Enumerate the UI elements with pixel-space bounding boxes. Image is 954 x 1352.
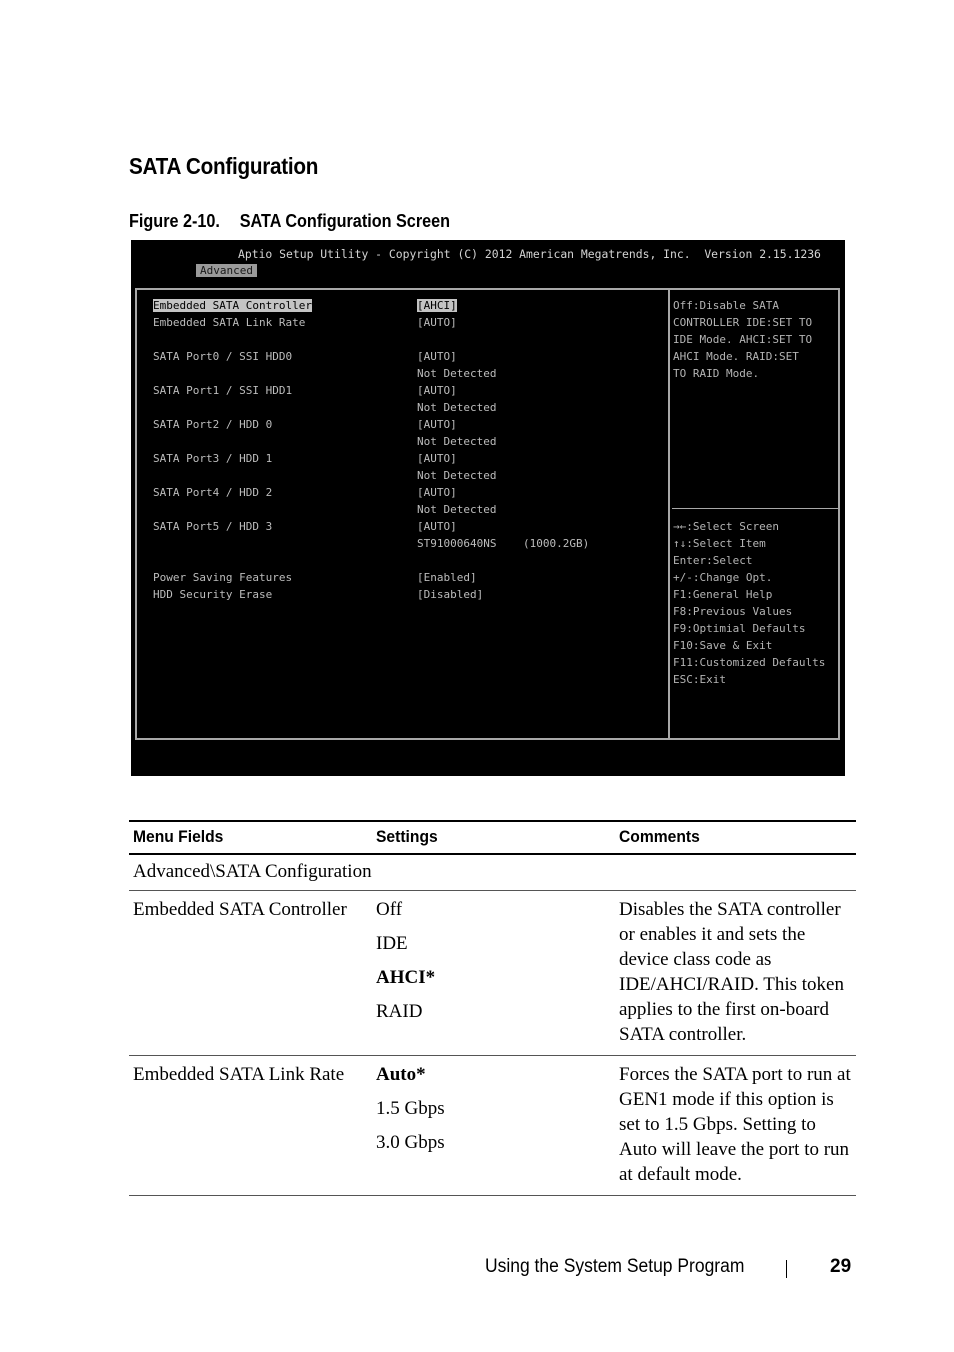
settings-cell [372,891,615,1056]
table-row [129,891,856,1056]
table-row [129,1056,856,1196]
bios-help-line: IDE Mode. AHCI:SET TO [673,333,813,346]
header-comments: Comments [615,821,856,854]
bios-key-help: F11:Customized Defaults [673,656,826,669]
comment-cell: Disables the SATA controller or enables it and sets the device class code as IDE/AHCI/RAID. This token applies to the first on-board SATA controller. [615,891,856,1056]
bios-row-value[interactable]: [Disabled] [417,588,484,601]
bios-key-help: +/-:Change Opt. [673,571,773,584]
setting-option: 1.5 Gbps [376,1098,445,1119]
bios-key-help: F10:Save & Exit [673,639,773,652]
table-section-row [129,854,856,891]
footer-chapter-title: Using the System Setup Program [485,1256,745,1277]
figure-caption [129,211,450,232]
setting-option: 3.0 Gbps [376,1132,445,1153]
bios-help-line: Off:Disable SATA [673,299,779,312]
bios-row-value[interactable]: [AUTO] [417,316,457,329]
bios-row-value[interactable]: [AUTO] [417,520,457,533]
table-header-row [129,821,856,854]
bios-key-help: F9:Optimial Defaults [673,622,806,635]
bios-row-label[interactable]: HDD Security Erase [153,588,273,601]
bios-row-label[interactable]: Embedded SATA Link Rate [153,316,306,329]
header-menu-fields: Menu Fields [129,821,372,854]
bios-row-value[interactable]: [Enabled] [417,571,477,584]
figure-title: SATA Configuration Screen [239,211,451,231]
bios-help-divider [672,508,839,509]
bios-row-label[interactable]: SATA Port3 / HDD 1 [153,452,273,465]
bios-row-sub: Not Detected [417,435,497,448]
bios-row-label[interactable]: Power Saving Features [153,571,293,584]
bios-header: Aptio Setup Utility - Copyright (C) 2012 American Megatrends, Inc. Version 2.15.1236 [238,247,821,261]
bios-row-label[interactable]: SATA Port5 / HDD 3 [153,520,273,533]
comment-cell: Forces the SATA port to run at GEN1 mode if this option is set to 1.5 Gbps. Setting to Auto will leave the port to run at default mode. [615,1056,856,1196]
setting-option: RAID [376,1001,423,1022]
bios-key-help: F1:General Help [673,588,773,601]
footer-separator [786,1260,787,1278]
bios-row-sub: Not Detected [417,367,497,380]
bios-help-line: CONTROLLER IDE:SET TO [673,316,813,329]
field-name: Embedded SATA Link Rate [129,1056,372,1196]
bios-row-value[interactable]: [AUTO] [417,452,457,465]
bios-key-help: ↑↓:Select Item [673,537,766,550]
bios-divider [668,288,670,740]
settings-cell [372,1056,615,1196]
bios-row-value[interactable]: [AUTO] [417,418,457,431]
field-name: Embedded SATA Controller [129,891,372,1056]
bios-row-value[interactable]: [AUTO] [417,486,457,499]
bios-help-line: TO RAID Mode. [673,367,760,380]
bios-row-label[interactable]: SATA Port4 / HDD 2 [153,486,273,499]
section-row-label: Advanced\SATA Configuration [129,854,856,891]
section-title: SATA Configuration [129,153,319,179]
setting-option-default: Auto* [376,1064,426,1085]
bios-row-value[interactable]: [AHCI] [417,299,457,312]
bios-row-value[interactable]: [AUTO] [417,384,457,397]
bios-row-value[interactable]: [AUTO] [417,350,457,363]
bios-row-sub: Not Detected [417,401,497,414]
bios-row-label[interactable]: Embedded SATA Controller [153,299,312,312]
bios-screenshot [131,240,845,776]
bios-bottom-bar [131,750,845,776]
page-number: 29 [830,1256,852,1277]
bios-row-sub: Not Detected [417,503,497,516]
menu-fields-table [129,820,856,1196]
bios-key-help: ESC:Exit [673,673,726,686]
bios-row-label[interactable]: SATA Port1 / SSI HDD1 [153,384,293,397]
bios-row-sub: ST91000640NS (1000.2GB) [417,537,590,550]
setting-option: IDE [376,933,408,954]
header-settings: Settings [372,821,615,854]
bios-key-help: F8:Previous Values [673,605,793,618]
bios-tab-advanced[interactable]: Advanced [196,264,257,277]
bios-row-label[interactable]: SATA Port0 / SSI HDD0 [153,350,293,363]
bios-key-help: →←:Select Screen [673,520,779,533]
bios-row-sub: Not Detected [417,469,497,482]
bios-help-line: AHCI Mode. RAID:SET [673,350,799,363]
setting-option-default: AHCI* [376,967,436,988]
setting-option: Off [376,899,403,920]
figure-number: Figure 2-10. [129,211,220,231]
bios-row-label[interactable]: SATA Port2 / HDD 0 [153,418,273,431]
bios-key-help: Enter:Select [673,554,753,567]
